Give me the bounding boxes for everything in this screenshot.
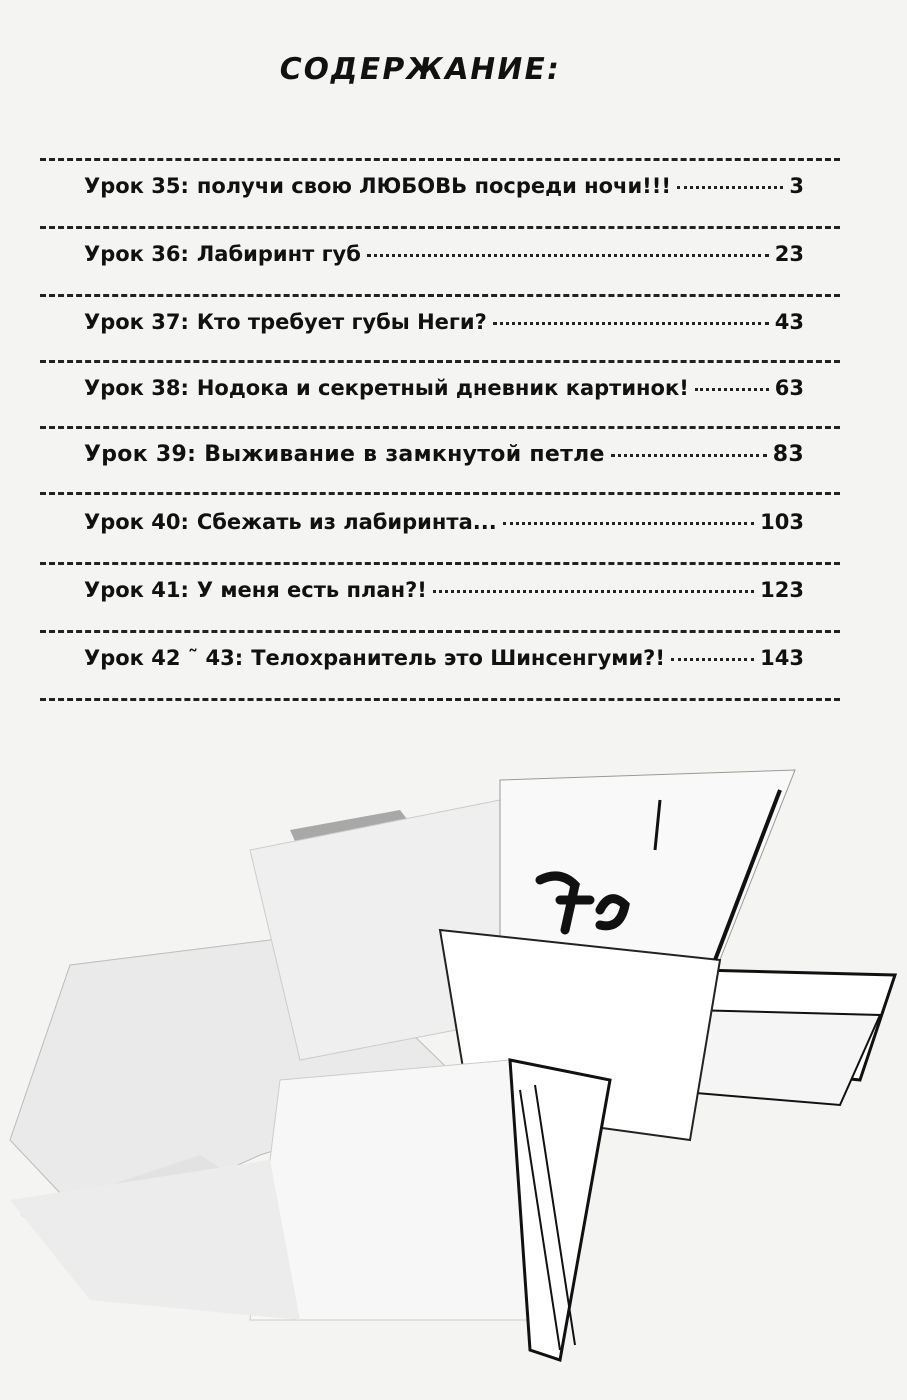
toc-entry-36[interactable] [84,242,804,266]
lesson-number: Урок 41: [84,578,189,602]
leader-dots [611,454,767,457]
leader-dots [503,522,754,525]
lesson-title: Выживание в замкнутой петле [204,442,605,467]
lesson-number: Урок 38: [84,376,189,400]
lesson-title: Кто требует губы Неги? [196,310,487,334]
toc-entry-35[interactable] [84,174,804,198]
page-number: 63 [774,376,804,400]
page-number: 3 [789,174,804,198]
lesson-title: Телохранитель это Шинсенгуми?! [251,646,665,670]
leader-dots [367,254,769,257]
toc-entry-39[interactable] [84,442,804,467]
lesson-title: получи свою ЛЮБОВЬ посреди ночи!!! [196,174,671,198]
page-number: 43 [774,310,804,334]
page-number: 123 [760,578,804,602]
lesson-title: Лабиринт губ [196,242,361,266]
divider [40,562,840,565]
leader-dots [493,322,769,325]
lesson-number: Урок 42 ˜ 43: [84,646,244,670]
toc-entry-38[interactable] [84,376,804,400]
page-number: 103 [760,510,804,534]
toc-entry-40[interactable] [84,510,804,534]
lesson-title: Нодока и секретный дневник картинок! [196,376,689,400]
leader-dots [671,658,754,661]
leader-dots [433,590,754,593]
scattered-cards-illustration [0,760,907,1400]
divider [40,360,840,363]
divider [40,426,840,429]
page-title: СОДЕРЖАНИЕ: [276,52,564,87]
page-number: 83 [772,442,804,467]
leader-dots [677,186,783,189]
divider [40,630,840,633]
toc-entry-41[interactable] [84,578,804,602]
leader-dots [695,388,769,391]
lesson-title: Сбежать из лабиринта... [196,510,497,534]
divider [40,158,840,161]
divider [40,698,840,701]
divider [40,226,840,229]
lesson-number: Урок 39: [84,442,197,467]
toc-entry-42-43[interactable] [84,646,804,670]
lesson-number: Урок 36: [84,242,189,266]
divider [40,492,840,495]
lesson-number: Урок 35: [84,174,189,198]
lesson-number: Урок 37: [84,310,189,334]
divider [40,294,840,297]
lesson-title: У меня есть план?! [196,578,427,602]
page-number: 23 [774,242,804,266]
toc-entry-37[interactable] [84,310,804,334]
lesson-number: Урок 40: [84,510,189,534]
page-number: 143 [760,646,804,670]
